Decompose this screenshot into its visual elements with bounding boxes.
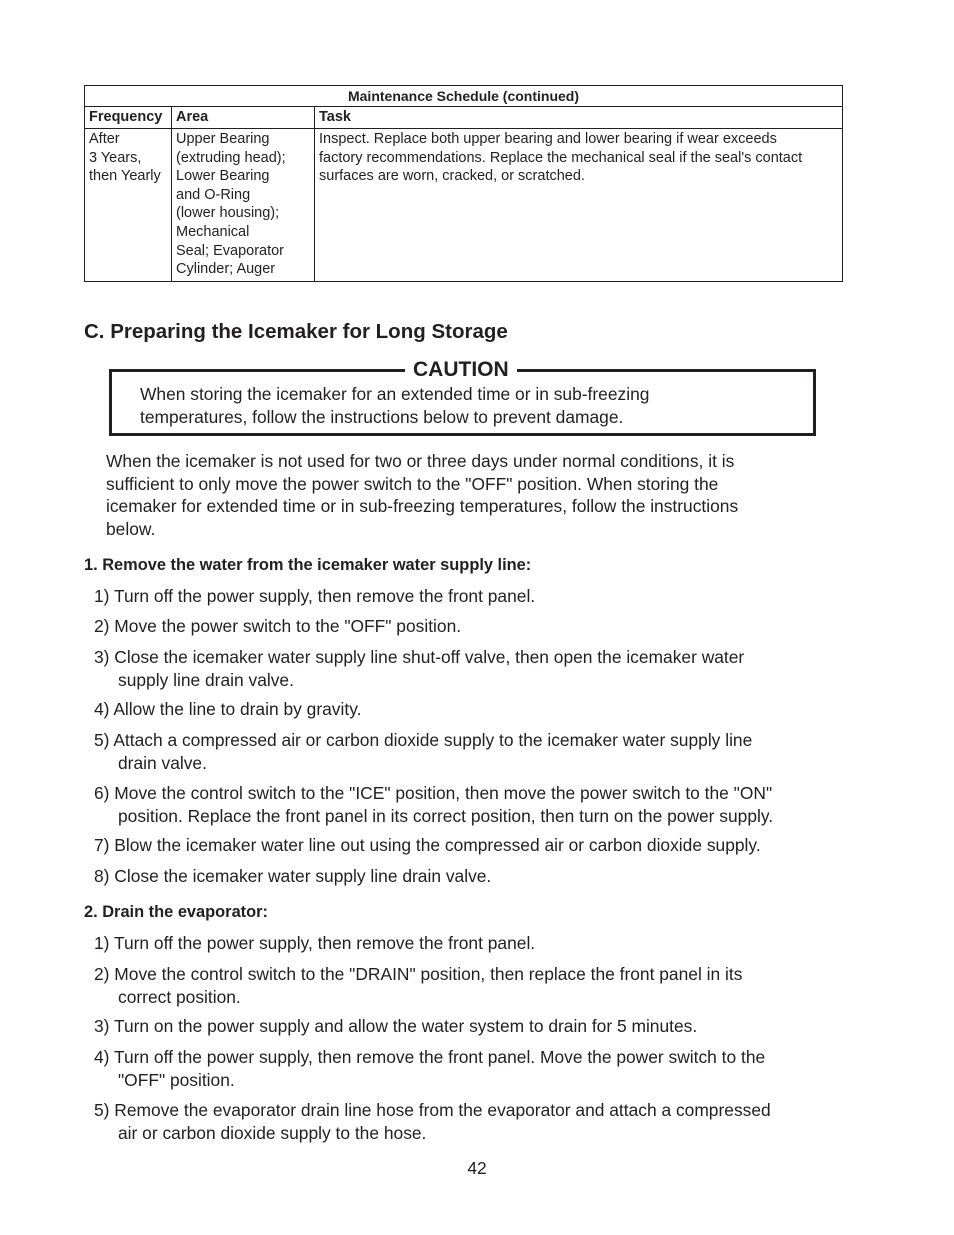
list-item: [94, 963, 858, 1008]
cell-line: Upper Bearing: [176, 131, 270, 147]
section-title: C. Preparing the Icemaker for Long Storage: [84, 320, 508, 343]
part1-heading: 1. Remove the water from the icemaker water supply line:: [84, 556, 532, 574]
list-item: [94, 646, 858, 691]
maintenance-schedule-table: [84, 85, 843, 282]
step-line: 4) Turn off the power supply, then remove the front panel. Move the power switch to the: [94, 1047, 766, 1067]
column-header-task: Task: [315, 107, 843, 129]
cell-line: Inspect. Replace both upper bearing and lower bearing if wear exceeds: [319, 131, 777, 147]
intro-paragraph: [106, 450, 806, 540]
step-line: 1) Turn off the power supply, then remove the front panel.: [94, 933, 536, 953]
step-line: 4) Allow the line to drain by gravity.: [94, 699, 362, 719]
caution-text: [140, 383, 780, 428]
caution-line: temperatures, follow the instructions below to prevent damage.: [140, 406, 624, 427]
list-item: [94, 834, 858, 857]
cell-line: surfaces are worn, cracked, or scratched.: [319, 168, 585, 185]
step-line: 6) Move the control switch to the "ICE" position, then move the power switch to the "ON": [94, 783, 773, 803]
cell-line: (lower housing);: [176, 205, 280, 222]
list-item: [94, 932, 858, 955]
step-line: 3) Turn on the power supply and allow the water system to drain for 5 minutes.: [94, 1016, 698, 1036]
step-line: 5) Attach a compressed air or carbon dioxide supply to the icemaker water supply line: [94, 730, 753, 750]
cell-line: Mechanical: [176, 223, 250, 240]
list-item: [94, 698, 858, 721]
step-line: 7) Blow the icemaker water line out using the compressed air or carbon dioxide supply.: [94, 835, 761, 855]
step-line: 2) Move the power switch to the "OFF" position.: [94, 616, 462, 636]
intro-line: icemaker for extended time or in sub-freezing temperatures, follow the instructions: [106, 496, 739, 517]
step-line: 2) Move the control switch to the "DRAIN" position, then replace the front panel in its: [94, 964, 743, 984]
step-line: drain valve.: [118, 752, 207, 773]
step-line: supply line drain valve.: [118, 669, 294, 690]
cell-line: 3 Years,: [89, 149, 142, 166]
step-line: position. Replace the front panel in its correct position, then turn on the power supply.: [118, 805, 774, 826]
intro-line: sufficient to only move the power switch to the "OFF" position. When storing the: [106, 473, 719, 494]
list-item: [94, 1015, 858, 1038]
step-line: 8) Close the icemaker water supply line drain valve.: [94, 866, 492, 886]
intro-line: When the icemaker is not used for two or three days under normal conditions, it is: [106, 451, 735, 471]
step-line: 3) Close the icemaker water supply line shut-off valve, then open the icemaker water: [94, 647, 745, 667]
step-line: 1) Turn off the power supply, then remove the front panel.: [94, 586, 536, 606]
table-caption: Maintenance Schedule (continued): [85, 86, 843, 107]
step-line: 5) Remove the evaporator drain line hose from the evaporator and attach a compressed: [94, 1100, 771, 1120]
step-line: air or carbon dioxide supply to the hose.: [118, 1122, 427, 1143]
cell-line: Seal; Evaporator: [176, 242, 285, 259]
cell-line: Cylinder; Auger: [176, 261, 276, 278]
list-item: [94, 1099, 858, 1144]
list-item: [94, 615, 858, 638]
cell-line: then Yearly: [89, 168, 161, 185]
column-header-area: Area: [172, 107, 315, 129]
column-header-frequency: Frequency: [85, 107, 172, 129]
frequency-cell: [85, 129, 172, 282]
intro-line: below.: [106, 518, 156, 539]
cell-line: (extruding head);: [176, 149, 286, 166]
page-number: 42: [467, 1158, 487, 1178]
part2-heading: 2. Drain the evaporator:: [84, 903, 268, 921]
list-item: [94, 585, 858, 608]
task-cell: [315, 129, 843, 282]
cell-line: and O-Ring: [176, 186, 251, 203]
caution-line: When storing the icemaker for an extended time or in sub-freezing: [140, 384, 650, 404]
cell-line: factory recommendations. Replace the mechanical seal if the seal's contact: [319, 149, 803, 166]
table-row: [85, 129, 843, 282]
list-item: [94, 865, 858, 888]
cell-line: Lower Bearing: [176, 168, 270, 185]
step-line: correct position.: [118, 986, 241, 1007]
caution-label: CAUTION: [405, 357, 517, 383]
list-item: [94, 782, 858, 827]
cell-line: After: [89, 131, 120, 147]
list-item: [94, 1046, 858, 1091]
list-item: [94, 729, 858, 774]
step-line: "OFF" position.: [118, 1069, 235, 1090]
area-cell: [172, 129, 315, 282]
